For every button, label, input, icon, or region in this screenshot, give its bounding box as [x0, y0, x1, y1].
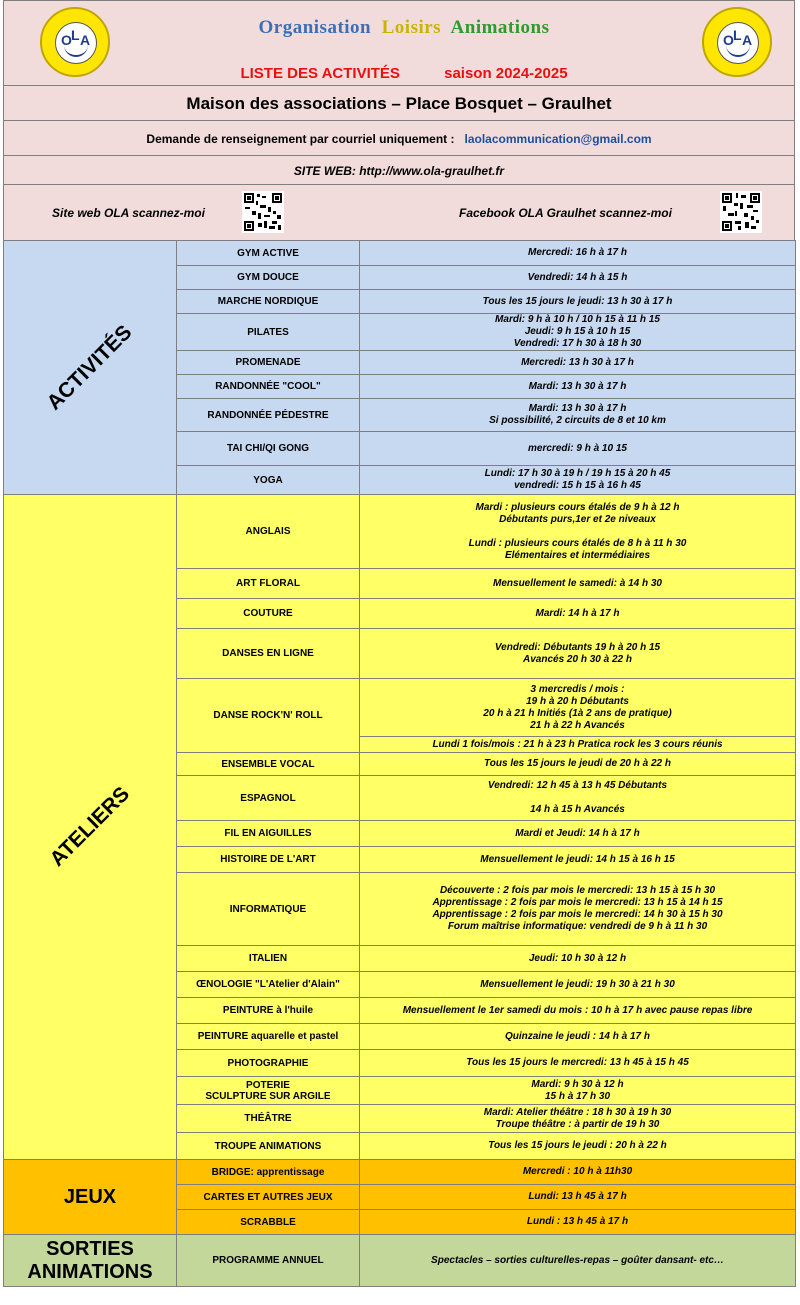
header-title-block	[3, 0, 795, 86]
activity-name: CARTES ET AUTRES JEUX	[177, 1185, 360, 1210]
schedule-line: Vendredi: Débutants 19 h à 20 h 15	[494, 641, 661, 653]
schedule-line	[364, 526, 791, 538]
activity-schedule	[360, 351, 796, 375]
section-label-cell	[4, 241, 177, 495]
activity-schedule	[360, 946, 796, 972]
section-label-cell	[4, 495, 177, 1160]
activity-schedule	[360, 1160, 796, 1185]
schedule-line: Mardi: 9 h 30 à 12 h	[531, 1078, 624, 1090]
schedule-line: Lundi : 13 h 45 à 17 h	[526, 1216, 629, 1227]
section-label: ACTIVITÉS	[42, 320, 137, 415]
table-row	[4, 241, 796, 266]
activity-schedule	[360, 1210, 796, 1235]
activity-name: ŒNOLOGIE "L'Atelier d'Alain"	[177, 972, 360, 998]
schedule-line: 21 h à 22 h Avancés	[530, 719, 625, 731]
schedule-line: Avancés 20 h 30 à 22 h	[523, 653, 632, 665]
activity-name: PEINTURE à l'huile	[177, 998, 360, 1024]
schedule-line: Débutants purs,1er et 2e niveaux	[499, 513, 656, 525]
activity-schedule	[360, 847, 796, 873]
activity-name: TAI CHI/QI GONG	[177, 432, 360, 466]
activity-name: YOGA	[177, 466, 360, 495]
schedule-line: Mardi: 9 h à 10 h / 10 h 15 à 11 h 15	[495, 314, 660, 325]
section-label-cell	[4, 1160, 177, 1235]
schedule-line: 3 mercredis / mois :	[530, 683, 625, 695]
website-link[interactable]: SITE WEB: http://www.ola-graulhet.fr	[293, 164, 505, 178]
address-row	[3, 85, 795, 121]
ola-logo-left-icon: O L A	[40, 7, 110, 77]
schedule-line: Jeudi: 10 h 30 à 12 h	[528, 952, 627, 964]
schedule-line: Mensuellement le jeudi: 14 h 15 à 16 h 15	[480, 853, 675, 865]
activity-schedule	[360, 629, 796, 679]
activity-schedule	[360, 1185, 796, 1210]
schedule-line: Tous les 15 jours le jeudi : 20 h à 22 h	[488, 1140, 667, 1151]
schedule-line: Spectacles – sorties culturelles-repas – goûter dansant- etc…	[431, 1254, 724, 1266]
schedule-line: Mardi: 13 h 30 à 17 h	[528, 380, 627, 392]
activity-name: GYM ACTIVE	[177, 241, 360, 266]
schedule-line: Vendredi: 12 h 45 à 13 h 45 Débutants	[487, 780, 668, 791]
list-title	[4, 65, 800, 82]
schedule-line: Forum maîtrise informatique: vendredi de 9 h à 11 h 30	[447, 921, 708, 932]
activity-schedule	[360, 1024, 796, 1050]
activity-name: SCRABBLE	[177, 1210, 360, 1235]
list-title-text: LISTE DES ACTIVITÉS	[240, 65, 400, 82]
activity-name: FIL EN AIGUILLES	[177, 821, 360, 847]
activity-name: PEINTURE aquarelle et pastel	[177, 1024, 360, 1050]
activity-name: ANGLAIS	[177, 495, 360, 569]
ola-logo-right-icon: O L A	[702, 7, 772, 77]
schedule-line: mercredi: 9 h à 10 15	[528, 442, 627, 454]
schedule-line: 15 h à 17 h 30	[544, 1090, 611, 1102]
activity-name: BRIDGE: apprentissage	[177, 1160, 360, 1185]
activity-name: RANDONNÉE "COOL"	[177, 375, 360, 399]
activity-name: ESPAGNOL	[177, 776, 360, 821]
activity-schedule	[360, 821, 796, 847]
section-label: ATELIERS	[45, 782, 134, 871]
schedule-line: Mensuellement le jeudi: 19 h 30 à 21 h 30	[480, 978, 675, 990]
activity-name: MARCHE NORDIQUE	[177, 290, 360, 314]
schedule-line: Mardi et Jeudi: 14 h à 17 h	[515, 827, 640, 839]
schedule-line: Apprentissage : 2 fois par mois le mercredi: 13 h 15 à 14 h 15	[432, 897, 723, 908]
schedule-line: vendredi: 15 h 15 à 16 h 45	[514, 480, 641, 491]
qr-code-facebook-icon[interactable]	[720, 191, 762, 233]
schedule-line: Tous les 15 jours le jeudi de 20 h à 22 h	[484, 758, 671, 769]
activity-name: ITALIEN	[177, 946, 360, 972]
activity-schedule	[360, 569, 796, 599]
activity-schedule	[360, 466, 796, 495]
contact-row	[3, 120, 795, 156]
activity-name: HISTOIRE DE L'ART	[177, 847, 360, 873]
activity-schedule	[360, 972, 796, 998]
qr-row	[3, 184, 795, 241]
contact-label: Demande de renseignement par courriel uniquement :	[146, 132, 455, 146]
schedule-line: Elémentaires et intermédiaires	[504, 549, 651, 561]
schedule-line: 20 h à 21 h Initiés (1à 2 ans de pratique)	[483, 707, 672, 719]
schedule-line: Vendredi: 14 h à 15 h	[527, 271, 628, 283]
season-text: saison 2024-2025	[444, 65, 568, 82]
table-row	[4, 1160, 796, 1185]
activity-schedule	[360, 1105, 796, 1133]
contact-line	[4, 132, 794, 146]
table-row	[4, 495, 796, 569]
activity-schedule	[360, 375, 796, 399]
activity-name: DANSES EN LIGNE	[177, 629, 360, 679]
activity-schedule	[360, 599, 796, 629]
schedule-line: Lundi : plusieurs cours étalés de 8 h à 11 h 30	[468, 537, 687, 549]
table-row	[4, 1235, 796, 1287]
schedule-line: Apprentissage : 2 fois par mois le mercredi: 14 h 30 à 15 h 30	[432, 909, 723, 920]
organisation-title: Organisation Loisirs Animations	[258, 17, 550, 38]
activity-schedule	[360, 495, 796, 569]
qr-code-site-icon[interactable]	[242, 191, 284, 233]
schedule-line: Lundi: 17 h 30 à 19 h / 19 h 15 à 20 h 45	[484, 468, 671, 479]
schedule-line: Mardi: 13 h 30 à 17 h	[528, 403, 627, 414]
activity-schedule	[360, 1133, 796, 1160]
section-label: SORTIES ANIMATIONS	[27, 1237, 153, 1283]
activity-schedule	[360, 399, 796, 432]
schedule-line: Mensuellement le samedi: à 14 h 30	[493, 577, 662, 589]
activity-name: ENSEMBLE VOCAL	[177, 753, 360, 776]
activity-schedule	[360, 776, 796, 821]
activity-name: THÉÂTRE	[177, 1105, 360, 1133]
schedule-line: Tous les 15 jours le mercredi: 13 h 45 à 15 h 45	[466, 1057, 689, 1068]
qr-facebook-label: Facebook OLA Graulhet scannez-moi	[459, 206, 672, 220]
schedule-line: Mardi: Atelier théâtre : 18 h 30 à 19 h 30	[483, 1106, 672, 1118]
activity-name: GYM DOUCE	[177, 266, 360, 290]
schedule-line: Tous les 15 jours le jeudi: 13 h 30 à 17 h	[482, 295, 673, 307]
schedule-line: 14 h à 15 h Avancés	[530, 804, 625, 815]
activity-schedule	[360, 1077, 796, 1105]
activity-name: PILATES	[177, 314, 360, 351]
section-label-cell	[4, 1235, 177, 1287]
activity-schedule	[360, 753, 796, 776]
schedule-line: Découverte : 2 fois par mois le mercredi: 13 h 15 à 15 h 30	[439, 885, 716, 896]
activity-name: PHOTOGRAPHIE	[177, 1050, 360, 1077]
activity-schedule	[360, 679, 796, 737]
activity-name: RANDONNÉE PÉDESTRE	[177, 399, 360, 432]
activity-schedule	[360, 998, 796, 1024]
schedule-line: Vendredi: 17 h 30 à 18 h 30	[513, 338, 642, 349]
website-row	[3, 155, 795, 185]
activity-schedule	[360, 432, 796, 466]
schedule-line: Lundi: 13 h 45 à 17 h	[528, 1191, 627, 1202]
activity-schedule	[360, 873, 796, 946]
schedule-line: Mercredi : 10 h à 11h30	[522, 1166, 633, 1177]
schedule-line: 19 h à 20 h Débutants	[526, 695, 629, 707]
activity-schedule	[360, 1235, 796, 1287]
activity-name: PROMENADE	[177, 351, 360, 375]
activity-name: PROGRAMME ANNUEL	[177, 1235, 360, 1287]
contact-email-link[interactable]: laolacommunication@gmail.com	[464, 132, 652, 146]
schedule-line: Jeudi: 9 h 15 à 10 h 15	[524, 326, 631, 337]
schedule-line: Mensuellement le 1er samedi du mois : 10 h à 17 h avec pause repas libre	[402, 1004, 753, 1016]
activity-name: TROUPE ANIMATIONS	[177, 1133, 360, 1160]
activity-schedule-extra: Lundi 1 fois/mois : 21 h à 23 h Pratica rock les 3 cours réunis	[360, 737, 796, 753]
schedule-line	[364, 792, 791, 804]
activity-schedule	[360, 1050, 796, 1077]
activity-table	[3, 240, 796, 1287]
activity-schedule	[360, 266, 796, 290]
section-label: JEUX	[63, 1185, 117, 1208]
schedule-line: Troupe théâtre : à partir de 19 h 30	[495, 1118, 660, 1130]
activity-name: ART FLORAL	[177, 569, 360, 599]
schedule-line: Mercredi: 16 h à 17 h	[528, 247, 627, 258]
activity-schedule	[360, 241, 796, 266]
activity-name: INFORMATIQUE	[177, 873, 360, 946]
activity-table-body	[4, 241, 796, 1287]
schedule-line: Mardi: 14 h à 17 h	[535, 607, 620, 619]
schedule-line: Mardi : plusieurs cours étalés de 9 h à 12 h	[475, 501, 680, 513]
activity-name: POTERIE SCULPTURE SUR ARGILE	[177, 1077, 360, 1105]
activity-name: COUTURE	[177, 599, 360, 629]
address-text: Maison des associations – Place Bosquet – Graulhet	[186, 94, 612, 113]
schedule-line: Si possibilité, 2 circuits de 8 et 10 km	[489, 415, 666, 426]
activity-schedule	[360, 314, 796, 351]
activity-name: DANSE ROCK'N' ROLL	[177, 679, 360, 753]
qr-site-label: Site web OLA scannez-moi	[52, 206, 205, 220]
activity-schedule	[360, 290, 796, 314]
schedule-line: Mercredi: 13 h 30 à 17 h	[521, 356, 634, 368]
schedule-line: Quinzaine le jeudi : 14 h à 17 h	[504, 1030, 651, 1042]
